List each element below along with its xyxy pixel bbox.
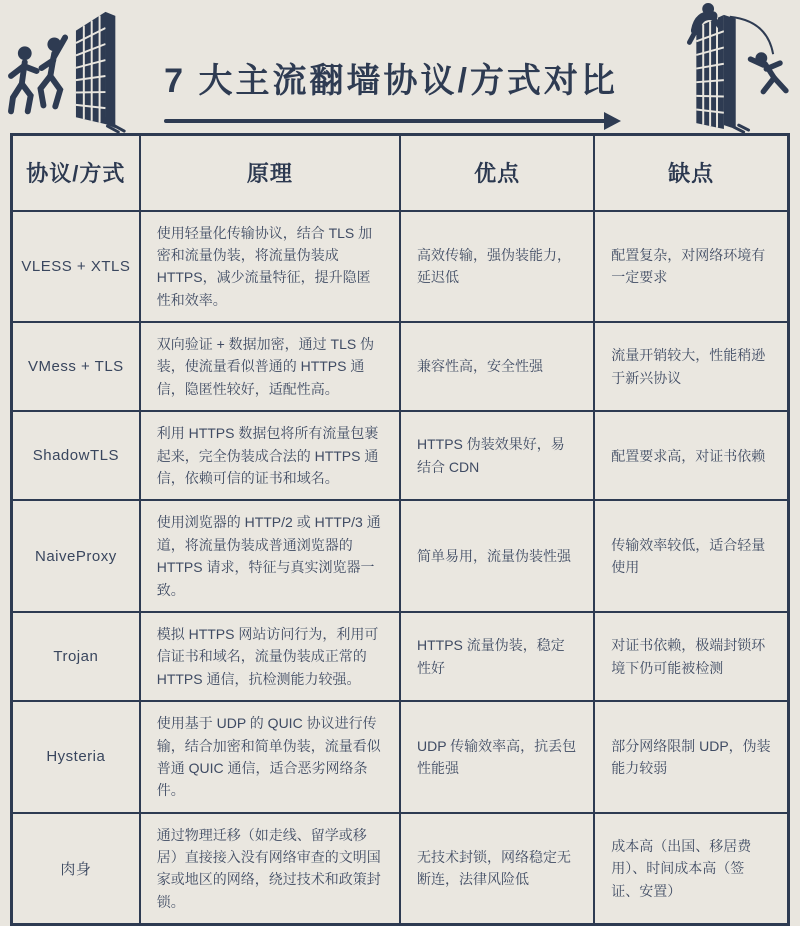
column-header-cons: 缺点 — [594, 135, 788, 211]
pros-cell: HTTPS 流量伪装，稳定性好 — [400, 612, 594, 701]
cons-cell: 对证书依赖，极端封锁环境下仍可能被检测 — [594, 612, 788, 701]
protocol-name: VLESS + XTLS — [12, 211, 140, 323]
protocol-name: Hysteria — [12, 701, 140, 813]
page-title: 7 大主流翻墙协议/方式对比 — [164, 53, 618, 102]
column-header-pros: 优点 — [400, 135, 594, 211]
principle-cell: 双向验证 + 数据加密，通过 TLS 伪装，使流量看似普通的 HTTPS 通信，隐匿性较好，适配性高。 — [140, 322, 400, 411]
cons-cell: 配置要求高，对证书依赖 — [594, 411, 788, 500]
protocol-name: VMess + TLS — [12, 322, 140, 411]
column-header-protocol: 协议/方式 — [12, 135, 140, 211]
pros-cell: 无技术封锁，网络稳定无断连，法律风险低 — [400, 813, 594, 925]
header-banner — [0, 0, 800, 133]
cons-cell: 成本高（出国、移居费用）、时间成本高（签证、安置） — [594, 813, 788, 925]
principle-cell: 使用基于 UDP 的 QUIC 协议进行传输，结合加密和简单伪装，流量看似普通 QUIC 通信，适合恶劣网络条件。 — [140, 701, 400, 813]
pros-cell: UDP 传输效率高，抗丢包性能强 — [400, 701, 594, 813]
cons-cell: 配置复杂，对网络环境有一定要求 — [594, 211, 788, 323]
table-row — [12, 211, 789, 323]
table-row — [12, 813, 789, 925]
table-row — [12, 411, 789, 500]
table-header-row — [12, 135, 789, 211]
people-approaching-wall-icon — [2, 7, 144, 133]
table-row — [12, 322, 789, 411]
pros-cell: 高效传输，强伪装能力，延迟低 — [400, 211, 594, 323]
principle-cell: 通过物理迁移（如走线、留学或移居）直接接入没有网络审查的文明国家或地区的网络，绕过技术和政策封锁。 — [140, 813, 400, 925]
principle-cell: 模拟 HTTPS 网站访问行为，利用可信证书和域名，流量伪装成正常的 HTTPS 通信，抗检测能力较强。 — [140, 612, 400, 701]
title-block — [144, 53, 638, 123]
table-row — [12, 701, 789, 813]
right-arrow — [164, 119, 618, 123]
cons-cell: 流量开销较大，性能稍逊于新兴协议 — [594, 322, 788, 411]
protocol-name: Trojan — [12, 612, 140, 701]
principle-cell: 利用 HTTPS 数据包将所有流量包裹起来，完全伪装成合法的 HTTPS 通信，依赖可信的证书和域名。 — [140, 411, 400, 500]
column-header-principle: 原理 — [140, 135, 400, 211]
comparison-table — [10, 133, 790, 926]
pros-cell: HTTPS 伪装效果好，易结合 CDN — [400, 411, 594, 500]
principle-cell: 使用轻量化传输协议，结合 TLS 加密和流量伪装，将流量伪装成 HTTPS，减少流量特征，提升隐匿性和效率。 — [140, 211, 400, 323]
protocol-name: 肉身 — [12, 813, 140, 925]
table-row — [12, 500, 789, 612]
cons-cell: 部分网络限制 UDP，伪装能力较弱 — [594, 701, 788, 813]
protocol-name: ShadowTLS — [12, 411, 140, 500]
pros-cell: 简单易用，流量伪装性强 — [400, 500, 594, 612]
person-climbing-over-wall-icon — [638, 3, 798, 133]
protocol-name: NaiveProxy — [12, 500, 140, 612]
pros-cell: 兼容性高，安全性强 — [400, 322, 594, 411]
cons-cell: 传输效率较低，适合轻量使用 — [594, 500, 788, 612]
table-row — [12, 612, 789, 701]
principle-cell: 使用浏览器的 HTTP/2 或 HTTP/3 通道，将流量伪装成普通浏览器的 HTTPS 请求，特征与真实浏览器一致。 — [140, 500, 400, 612]
